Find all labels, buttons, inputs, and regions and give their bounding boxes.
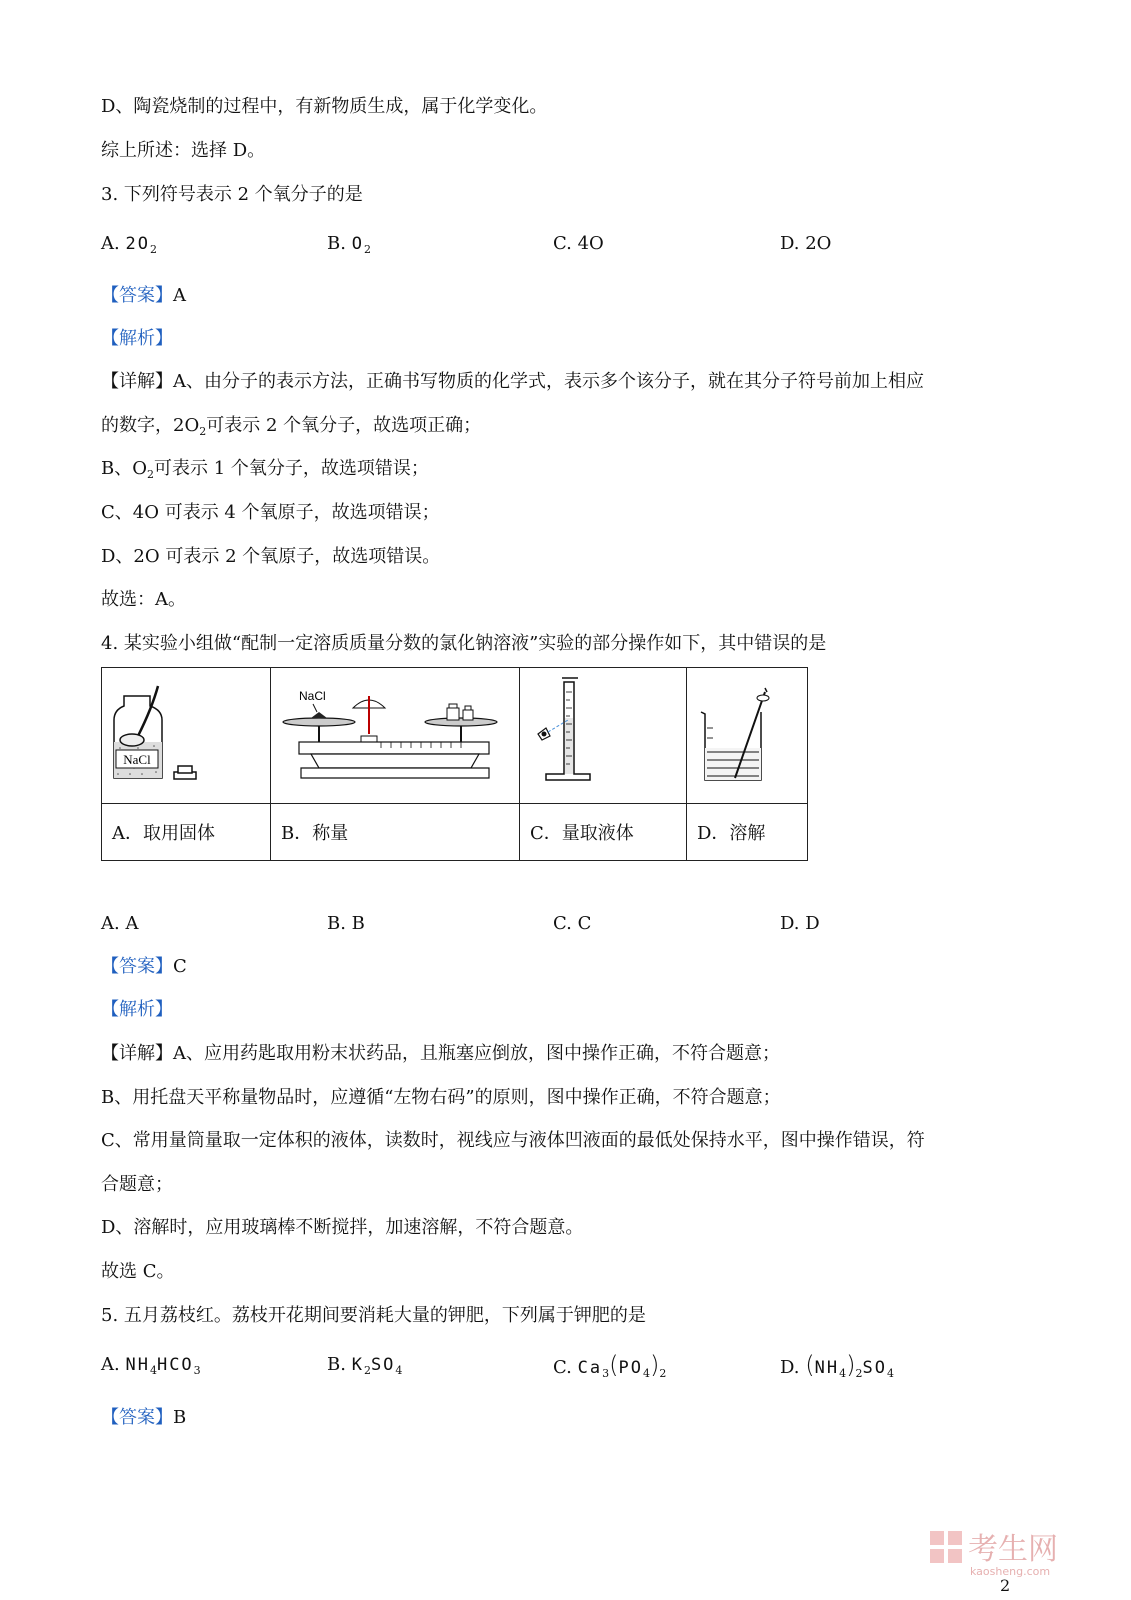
text-line: C、4O 可表示 4 个氧原子，故选项错误； (101, 502, 440, 523)
q4-option-b: B. B (327, 913, 365, 934)
dissolve-figure (687, 668, 808, 804)
q4-option-a: A. A (101, 913, 139, 934)
q5-option-c: C. $Ca_3(PO_4)_2$ (553, 1351, 667, 1380)
text-line: D、溶解时，应用玻璃棒不断搅拌，加速溶解，不符合题意。 (101, 1217, 584, 1238)
page-number: 2 (1000, 1576, 1011, 1595)
text-line: D、陶瓷烧制的过程中，有新物质生成，属于化学变化。 (101, 96, 548, 117)
text-line: 合题意； (101, 1174, 173, 1195)
text-line: 【详解】A、应用药匙取用粉末状药品，且瓶塞应倒放，图中操作正确，不符合题意； (101, 1043, 780, 1064)
nacl-label: NaCl (123, 752, 151, 767)
q3-option-b: B. $O_2$ (327, 233, 371, 256)
text-line: D、2O 可表示 2 个氧原子，故选项错误。 (101, 546, 441, 567)
q3-option-c: C. 4O (553, 233, 604, 254)
watermark-url: kaosheng.com (970, 1565, 1051, 1578)
table-label-c: C．量取液体 (520, 804, 687, 861)
q3-answer: 【答案】A (101, 285, 186, 306)
q5-answer: 【答案】B (101, 1407, 187, 1428)
nacl-label: NaCl (299, 689, 326, 703)
text-line: B、用托盘天平称量物品时，应遵循“左物右码”的原则，图中操作正确，不符合题意； (101, 1087, 781, 1108)
q4-options (101, 911, 1041, 937)
q3-analysis-label: 【解析】 (101, 328, 173, 349)
text-line: 故选：A。 (101, 589, 186, 610)
q5-options (101, 1352, 1041, 1378)
q4-analysis-label: 【解析】 (101, 999, 173, 1020)
q4-answer: 【答案】C (101, 956, 187, 977)
question-5: 5. 五月荔枝红。荔枝开花期间要消耗大量的钾肥，下列属于钾肥的是 (101, 1305, 646, 1326)
watermark-text: 考生网 (968, 1532, 1058, 1567)
q3-options (101, 231, 1041, 257)
q3-option-d: D. 2O (780, 233, 832, 254)
text-line: C、常用量筒量取一定体积的液体，读数时，视线应与液体凹液面的最低处保持水平，图中操作错误，符 (101, 1130, 925, 1151)
q5-option-a: A. $NH_4HCO_3$ (101, 1354, 201, 1377)
q3-option-a: A. $2O_2$ (101, 233, 157, 256)
table-label-d: D．溶解 (687, 804, 808, 861)
table-label-a: A．取用固体 (102, 804, 271, 861)
text-line: 【详解】A、由分子的表示方法，正确书写物质的化学式，表示多个该分子，就在其分子符号前加上相应 (101, 371, 924, 392)
q5-option-b: B. $K_2SO_4$ (327, 1354, 403, 1377)
cylinder-figure (520, 668, 687, 804)
q5-option-d: D. $(NH_4)_2SO_4$ (780, 1351, 894, 1380)
question-3: 3. 下列符号表示 2 个氧分子的是 (101, 184, 363, 205)
text-line: 综上所述：选择 D。 (101, 140, 266, 161)
table-label-b: B．称量 (271, 804, 520, 861)
text-line: 故选 C。 (101, 1261, 175, 1282)
q4-option-c: C. C (553, 913, 592, 934)
balance-figure (271, 668, 520, 804)
q4-option-d: D. D (780, 913, 820, 934)
question-4: 4. 某实验小组做“配制一定溶质质量分数的氯化钠溶液”实验的部分操作如下，其中错误的是 (101, 633, 827, 654)
text-line: 的数字，$2O_2$可表示 2 个氧分子，故选项正确； (101, 415, 482, 438)
text-line: B、$O_2$可表示 1 个氧分子，故选项错误； (101, 458, 429, 481)
experiment-table (101, 667, 808, 861)
solid-taking-figure (102, 668, 271, 804)
